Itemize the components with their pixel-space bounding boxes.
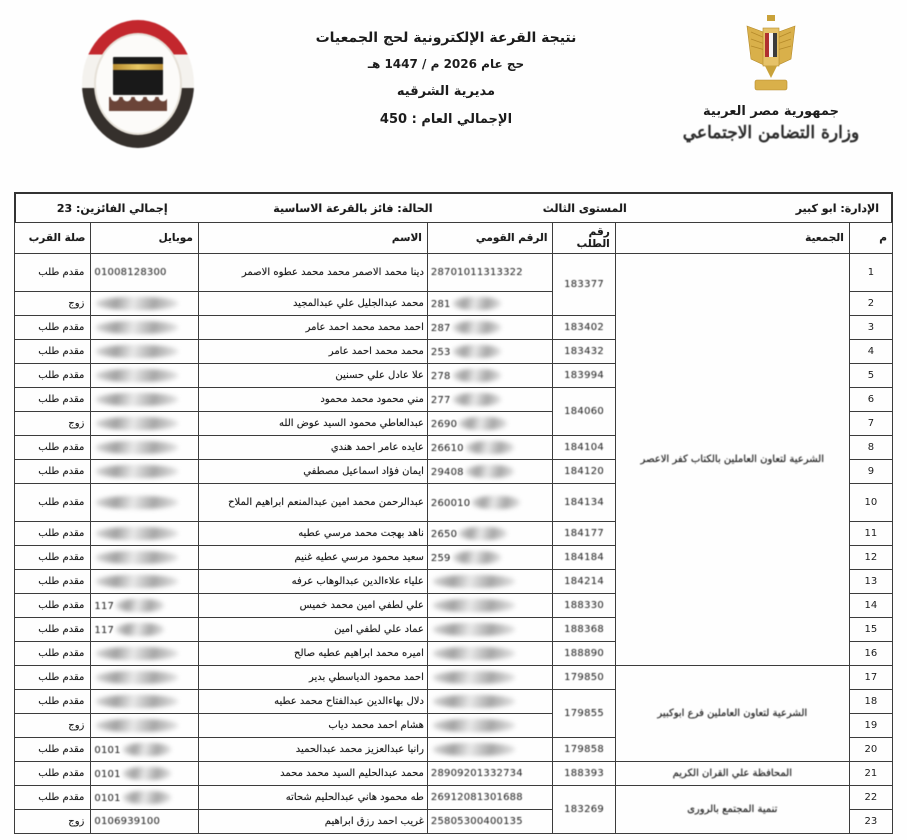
status-label: الحالة: فائز بالقرعة الاساسية bbox=[273, 201, 433, 215]
national-id: 26610 bbox=[427, 436, 553, 460]
redaction-smudge bbox=[96, 321, 178, 334]
relation-type: زوج bbox=[15, 412, 91, 436]
pilgrim-name: محمد عبدالحليم السيد محمد محمد bbox=[198, 762, 427, 786]
redaction-smudge bbox=[96, 575, 178, 588]
relation-type: مقدم طلب bbox=[15, 546, 91, 570]
redaction-smudge bbox=[466, 465, 514, 478]
mobile-number bbox=[91, 570, 198, 594]
relation-type: مقدم طلب bbox=[15, 786, 91, 810]
pilgrim-name: ايمان فؤاد اسماعيل مصطفي bbox=[198, 460, 427, 484]
row-number: 9 bbox=[849, 460, 892, 484]
mobile-number bbox=[91, 316, 198, 340]
document-title: نتيجة القرعة الإلكترونية لحج الجمعيات bbox=[315, 30, 577, 46]
relation-type: مقدم طلب bbox=[15, 316, 91, 340]
mobile-number bbox=[91, 388, 198, 412]
table-row-1 bbox=[15, 254, 893, 292]
association-name: الشرعية لتعاون العاملين فرع ابوكبير bbox=[615, 666, 849, 762]
pilgrim-name: غريب احمد رزق ابراهيم bbox=[198, 810, 427, 834]
administration-label: الإدارة: ابو كبير bbox=[795, 201, 879, 215]
mobile-number bbox=[91, 714, 198, 738]
results-table bbox=[14, 222, 893, 834]
row-number: 22 bbox=[849, 786, 892, 810]
pilgrim-name: علياء علاءالدين عبدالوهاب عرفه bbox=[198, 570, 427, 594]
row-number: 7 bbox=[849, 412, 892, 436]
logo-inner-oval bbox=[94, 33, 182, 135]
national-id: 2690 bbox=[427, 412, 553, 436]
redaction-smudge bbox=[472, 496, 520, 509]
redaction-smudge bbox=[453, 551, 501, 564]
relation-type: مقدم طلب bbox=[15, 594, 91, 618]
pilgrim-name: عايده عامر احمد هندي bbox=[198, 436, 427, 460]
relation-type: مقدم طلب bbox=[15, 340, 91, 364]
pilgrim-name: هشام احمد محمد دياب bbox=[198, 714, 427, 738]
mobile-number: 0101 bbox=[91, 762, 198, 786]
request-number: 184104 bbox=[553, 436, 615, 460]
results-table-wrap bbox=[14, 222, 893, 834]
row-number: 16 bbox=[849, 642, 892, 666]
pilgrim-name: دلال بهاءالدين عبدالفتاح محمد عطيه bbox=[198, 690, 427, 714]
pilgrim-name: محمد محمد احمد عامر bbox=[198, 340, 427, 364]
national-id bbox=[427, 690, 553, 714]
table-info-bar bbox=[14, 192, 893, 222]
republic-name: جمهورية مصر العربية bbox=[703, 104, 839, 119]
mobile-number bbox=[91, 666, 198, 690]
request-number: 183432 bbox=[553, 340, 615, 364]
mobile-number bbox=[91, 690, 198, 714]
request-number: 184120 bbox=[553, 460, 615, 484]
row-number: 21 bbox=[849, 762, 892, 786]
national-id: 287 bbox=[427, 316, 553, 340]
relation-type: زوج bbox=[15, 810, 91, 834]
mobile-number: 0106939100 bbox=[91, 810, 198, 834]
relation-type: مقدم طلب bbox=[15, 762, 91, 786]
mobile-number: 117 bbox=[91, 594, 198, 618]
national-id: 259 bbox=[427, 546, 553, 570]
redaction-smudge bbox=[96, 393, 178, 406]
pilgrim-name: محمد عبدالجليل علي عبدالمجيد bbox=[198, 292, 427, 316]
mobile-number bbox=[91, 460, 198, 484]
government-header-block bbox=[647, 14, 895, 143]
relation-type: مقدم طلب bbox=[15, 436, 91, 460]
row-number: 19 bbox=[849, 714, 892, 738]
column-header-6: موبايل bbox=[91, 223, 198, 254]
redaction-smudge bbox=[433, 575, 515, 588]
pilgrim-name: دينا محمد الاصمر محمد محمد عطوه الاصمر bbox=[198, 254, 427, 292]
column-header-4: الرقم القومي bbox=[427, 223, 553, 254]
table-row-21 bbox=[15, 762, 893, 786]
relation-type: مقدم طلب bbox=[15, 254, 91, 292]
request-number: 188393 bbox=[553, 762, 615, 786]
total-winners-label: إجمالي الفائزين: 23 bbox=[56, 201, 168, 215]
mobile-number bbox=[91, 546, 198, 570]
row-number: 23 bbox=[849, 810, 892, 834]
national-id: 29408 bbox=[427, 460, 553, 484]
relation-type: مقدم طلب bbox=[15, 618, 91, 642]
redaction-smudge bbox=[123, 743, 171, 756]
redaction-smudge bbox=[453, 393, 501, 406]
relation-type: مقدم طلب bbox=[15, 570, 91, 594]
redaction-smudge bbox=[433, 623, 515, 636]
redaction-smudge bbox=[433, 647, 515, 660]
redaction-smudge bbox=[433, 599, 515, 612]
row-number: 10 bbox=[849, 484, 892, 522]
association-name: الشرعية لتعاون العاملين بالكتاب كفر الاعصر bbox=[615, 254, 849, 666]
relation-type: مقدم طلب bbox=[15, 666, 91, 690]
association-name: تنمية المجتمع بالرورى bbox=[615, 786, 849, 834]
mobile-number: 117 bbox=[91, 618, 198, 642]
pilgrim-name: اميره محمد ابراهيم عطيه صالح bbox=[198, 642, 427, 666]
pilgrim-name: علي لطفي امين محمد خميس bbox=[198, 594, 427, 618]
pilgrim-name: عماد علي لطفي امين bbox=[198, 618, 427, 642]
mobile-number: 0101 bbox=[91, 786, 198, 810]
table-row-17 bbox=[15, 666, 893, 690]
national-id: 28909201332734 bbox=[427, 762, 553, 786]
national-id bbox=[427, 738, 553, 762]
request-number: 188368 bbox=[553, 618, 615, 642]
redaction-smudge bbox=[96, 671, 178, 684]
row-number: 20 bbox=[849, 738, 892, 762]
hajj-draw-logo-icon bbox=[82, 20, 194, 150]
column-header-3: رقم الطلب bbox=[553, 223, 615, 254]
mobile-number: 0101 bbox=[91, 738, 198, 762]
mobile-number bbox=[91, 642, 198, 666]
request-number: 183269 bbox=[553, 786, 615, 834]
request-number: 184060 bbox=[553, 388, 615, 436]
national-id: 281 bbox=[427, 292, 553, 316]
national-id bbox=[427, 642, 553, 666]
document-title-block bbox=[252, 30, 640, 127]
mobile-number bbox=[91, 364, 198, 388]
mobile-number bbox=[91, 340, 198, 364]
relation-type: زوج bbox=[15, 714, 91, 738]
redaction-smudge bbox=[96, 695, 178, 708]
mobile-number bbox=[91, 292, 198, 316]
grand-total-line: الإجمالي العام : 450 bbox=[379, 112, 513, 127]
redaction-smudge bbox=[96, 417, 178, 430]
redaction-smudge bbox=[96, 647, 178, 660]
relation-type: مقدم طلب bbox=[15, 460, 91, 484]
national-id bbox=[427, 618, 553, 642]
request-number: 183377 bbox=[553, 254, 615, 316]
redaction-smudge bbox=[96, 345, 178, 358]
mobile-number bbox=[91, 522, 198, 546]
request-number: 184214 bbox=[553, 570, 615, 594]
redaction-smudge bbox=[453, 345, 501, 358]
mobile-number bbox=[91, 412, 198, 436]
pilgrim-name: احمد محمود الدياسطي بدير bbox=[198, 666, 427, 690]
redaction-smudge bbox=[459, 417, 507, 430]
redaction-smudge bbox=[433, 695, 515, 708]
national-id: 253 bbox=[427, 340, 553, 364]
redaction-smudge bbox=[96, 551, 178, 564]
column-header-row bbox=[15, 223, 893, 254]
request-number: 188890 bbox=[553, 642, 615, 666]
request-number: 188330 bbox=[553, 594, 615, 618]
row-number: 8 bbox=[849, 436, 892, 460]
ministry-name-calligraphy: وزارة التضامن الاجتماعي bbox=[682, 123, 860, 143]
redaction-smudge bbox=[96, 719, 178, 732]
pilgrim-name: عبدالعاطي محمود السيد عوض الله bbox=[198, 412, 427, 436]
redaction-smudge bbox=[96, 441, 178, 454]
relation-type: زوج bbox=[15, 292, 91, 316]
relation-type: مقدم طلب bbox=[15, 642, 91, 666]
row-number: 3 bbox=[849, 316, 892, 340]
redaction-smudge bbox=[96, 496, 178, 509]
redaction-smudge bbox=[96, 297, 178, 310]
row-number: 14 bbox=[849, 594, 892, 618]
redaction-smudge bbox=[123, 791, 171, 804]
redaction-smudge bbox=[433, 743, 515, 756]
national-id: 277 bbox=[427, 388, 553, 412]
pilgrim-name: عبدالرحمن محمد امين عبدالمنعم ابراهيم الملاح bbox=[198, 484, 427, 522]
redaction-smudge bbox=[96, 465, 178, 478]
request-number: 183402 bbox=[553, 316, 615, 340]
redaction-smudge bbox=[453, 321, 501, 334]
relation-type: مقدم طلب bbox=[15, 690, 91, 714]
column-header-5: الاسم bbox=[198, 223, 427, 254]
row-number: 15 bbox=[849, 618, 892, 642]
national-id bbox=[427, 570, 553, 594]
relation-type: مقدم طلب bbox=[15, 388, 91, 412]
national-id bbox=[427, 666, 553, 690]
request-number: 179855 bbox=[553, 690, 615, 738]
pilgrim-name: احمد محمد محمد احمد عامر bbox=[198, 316, 427, 340]
column-header-7: صلة القرب bbox=[15, 223, 91, 254]
pilgrim-name: ناهد بهجت محمد مرسي عطيه bbox=[198, 522, 427, 546]
pilgrim-name: رانيا عبدالعزيز محمد عبدالحميد bbox=[198, 738, 427, 762]
relation-type: مقدم طلب bbox=[15, 484, 91, 522]
pilgrim-name: طه محمود هاني عبدالحليم شحاته bbox=[198, 786, 427, 810]
redaction-smudge bbox=[96, 369, 178, 382]
national-id: 260010 bbox=[427, 484, 553, 522]
redaction-smudge bbox=[116, 599, 164, 612]
relation-type: مقدم طلب bbox=[15, 364, 91, 388]
request-number: 183994 bbox=[553, 364, 615, 388]
redaction-smudge bbox=[123, 767, 171, 780]
mobile-number bbox=[91, 484, 198, 522]
mobile-number bbox=[91, 436, 198, 460]
redaction-smudge bbox=[466, 441, 514, 454]
relation-type: مقدم طلب bbox=[15, 522, 91, 546]
row-number: 18 bbox=[849, 690, 892, 714]
request-number: 179858 bbox=[553, 738, 615, 762]
redaction-smudge bbox=[453, 369, 501, 382]
mobile-number: 01008128300 bbox=[91, 254, 198, 292]
national-id bbox=[427, 594, 553, 618]
redaction-smudge bbox=[96, 527, 178, 540]
table-row-22 bbox=[15, 786, 893, 810]
row-number: 2 bbox=[849, 292, 892, 316]
redaction-smudge bbox=[453, 297, 501, 310]
hajj-year-line: حج عام 2026 م / 1447 هـ bbox=[367, 57, 525, 71]
level-label: المستوى الثالث bbox=[542, 201, 627, 215]
egypt-eagle-emblem-icon bbox=[742, 14, 800, 94]
request-number: 184184 bbox=[553, 546, 615, 570]
row-number: 1 bbox=[849, 254, 892, 292]
national-id: 2650 bbox=[427, 522, 553, 546]
row-number: 17 bbox=[849, 666, 892, 690]
pilgrim-name: مني محمود محمد محمود bbox=[198, 388, 427, 412]
redaction-smudge bbox=[116, 623, 164, 636]
request-number: 179850 bbox=[553, 666, 615, 690]
flag-oval-ring bbox=[82, 20, 194, 148]
national-id: 25805300400135 bbox=[427, 810, 553, 834]
row-number: 6 bbox=[849, 388, 892, 412]
request-number: 184177 bbox=[553, 522, 615, 546]
national-id: 26912081301688 bbox=[427, 786, 553, 810]
redaction-smudge bbox=[459, 527, 507, 540]
column-header-2: الجمعية bbox=[615, 223, 849, 254]
row-number: 11 bbox=[849, 522, 892, 546]
redaction-smudge bbox=[433, 719, 515, 732]
column-header-1: م bbox=[849, 223, 892, 254]
directorate-line: مديرية الشرقيه bbox=[396, 84, 496, 99]
kaaba-icon bbox=[113, 57, 163, 95]
row-number: 5 bbox=[849, 364, 892, 388]
arches-decoration bbox=[109, 97, 167, 111]
row-number: 13 bbox=[849, 570, 892, 594]
row-number: 4 bbox=[849, 340, 892, 364]
relation-type: مقدم طلب bbox=[15, 738, 91, 762]
national-id: 28701011313322 bbox=[427, 254, 553, 292]
redaction-smudge bbox=[433, 671, 515, 684]
row-number: 12 bbox=[849, 546, 892, 570]
pilgrim-name: سعيد محمود مرسي عطيه غنيم bbox=[198, 546, 427, 570]
national-id: 278 bbox=[427, 364, 553, 388]
pilgrim-name: علا عادل علي حسنين bbox=[198, 364, 427, 388]
national-id bbox=[427, 714, 553, 738]
association-name: المحافظة علي القران الكريم bbox=[615, 762, 849, 786]
request-number: 184134 bbox=[553, 484, 615, 522]
